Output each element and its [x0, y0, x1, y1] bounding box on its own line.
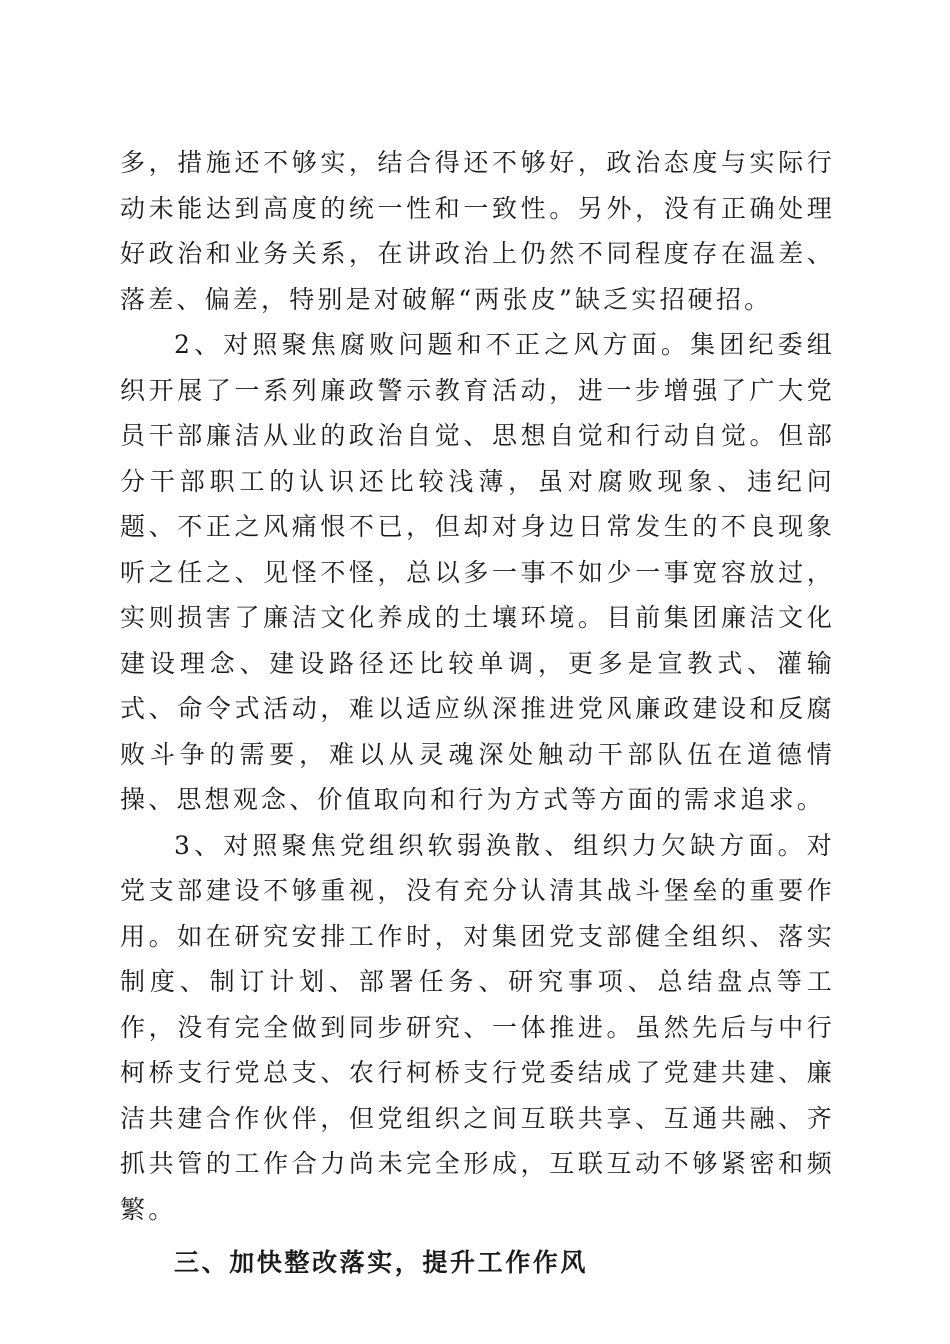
document-body [120, 140, 835, 1286]
paragraph-item-3: 3、对照聚焦党组织软弱涣散、组织力欠缺方面。对党支部建设不够重视，没有充分认清其战斗堡垒的重要作用。如在研究安排工作时，对集团党支部健全组织、落实制度、制订计划、部署任务、研究事项、总结盘点等工作，没有完全做到同步研究、一体推进。虽然先后与中行柯桥支行党总支、农行柯桥支行党委结成了党建共建、廉洁共建合作伙伴，但党组织之间互联共享、互通共融、齐抓共管的工作合力尚未完全形成，互联互动不够紧密和频繁。 [120, 830, 835, 1224]
paragraph-item-2: 2、对照聚焦腐败问题和不正之风方面。集团纪委组织开展了一系列廉政警示教育活动，进一步增强了广大党员干部廉洁从业的政治自觉、思想自觉和行动自觉。但部分干部职工的认识还比较浅薄，虽对腐败现象、违纪问题、不正之风痛恨不已，但却对身边日常发生的不良现象听之任之、见怪不怪，总以多一事不如少一事宽容放过，实则损害了廉洁文化养成的土壤环境。目前集团廉洁文化建设理念、建设路径还比较单调，更多是宣教式、灌输式、命令式活动，难以适应纵深推进党风廉政建设和反腐败斗争的需要，难以从灵魂深处触动干部队伍在道德情操、思想观念、价值取向和行为方式等方面的需求追求。 [120, 330, 835, 814]
paragraph-continuation: 多，措施还不够实，结合得还不够好，政治态度与实际行动未能达到高度的统一性和一致性。另外，没有正确处理好政治和业务关系，在讲政治上仍然不同程度存在温差、落差、偏差，特别是对破解“两张皮”缺乏实招硬招。 [120, 148, 835, 314]
section-heading: 三、加快整改落实，提升工作作风 [174, 1248, 589, 1277]
